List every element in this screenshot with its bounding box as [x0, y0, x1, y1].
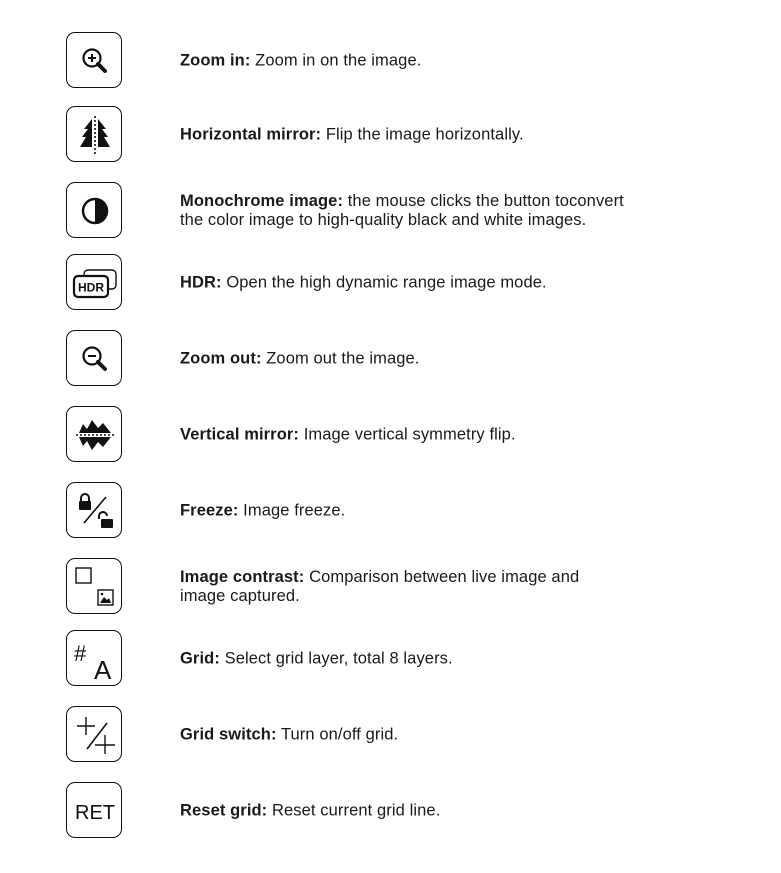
item-description — [180, 502, 720, 521]
item-description — [180, 350, 720, 369]
item-text-continued: the color image to high-quality black and white images. — [180, 211, 587, 229]
item-text: Turn on/off grid. — [280, 725, 399, 744]
item-text: Flip the image horizontally. — [325, 125, 524, 144]
item-term: Grid switch: — [180, 725, 277, 744]
image-contrast-icon — [67, 559, 123, 615]
item-text: Open the high dynamic range image mode. — [226, 273, 547, 292]
list-item — [66, 482, 746, 540]
grid-icon — [67, 631, 123, 687]
item-term: Grid: — [180, 649, 220, 668]
zoom-in-button[interactable] — [66, 32, 122, 88]
item-description — [180, 126, 720, 145]
item-description — [180, 52, 720, 71]
item-term: Reset grid: — [180, 801, 268, 820]
reset-grid-button[interactable] — [66, 782, 122, 838]
reset-grid-icon — [67, 783, 123, 839]
item-text: Zoom in on the image. — [255, 51, 422, 70]
item-description — [180, 650, 720, 669]
list-item — [66, 630, 746, 688]
item-text: Image freeze. — [243, 501, 346, 520]
zoom-out-icon — [67, 331, 123, 387]
item-description — [180, 726, 720, 745]
item-text: Reset current grid line. — [271, 801, 441, 820]
list-item — [66, 782, 746, 840]
vertical-mirror-button[interactable] — [66, 406, 122, 462]
list-item — [66, 706, 746, 764]
vertical-mirror-icon — [67, 407, 123, 463]
item-text: Image vertical symmetry flip. — [303, 425, 516, 444]
item-term: Monochrome image: — [180, 192, 344, 210]
item-term: HDR: — [180, 273, 222, 292]
item-description — [180, 568, 720, 606]
grid-switch-button[interactable] — [66, 706, 122, 762]
reset-grid-icon-label: RET — [75, 802, 115, 824]
item-term: Horizontal mirror: — [180, 125, 322, 144]
item-text: Select grid layer, total 8 layers. — [224, 649, 453, 668]
zoom-in-icon — [67, 33, 123, 89]
item-text-continued: image captured. — [180, 587, 300, 605]
item-text: the mouse clicks the button toconvert — [347, 192, 624, 210]
item-term: Zoom in: — [180, 51, 251, 70]
hdr-button[interactable] — [66, 254, 122, 310]
horizontal-mirror-button[interactable] — [66, 106, 122, 162]
horizontal-mirror-icon — [67, 107, 123, 163]
grid-switch-icon — [67, 707, 123, 763]
grid-icon-letter: A — [94, 655, 112, 685]
list-item — [66, 406, 746, 464]
item-description — [180, 192, 720, 230]
zoom-out-button[interactable] — [66, 330, 122, 386]
image-contrast-button[interactable] — [66, 558, 122, 614]
freeze-icon — [67, 483, 123, 539]
list-item — [66, 330, 746, 388]
item-description — [180, 802, 720, 821]
item-description — [180, 274, 720, 293]
item-term: Image contrast: — [180, 568, 305, 586]
list-item — [66, 254, 746, 312]
list-item — [66, 558, 746, 616]
list-item — [66, 32, 746, 90]
grid-icon-hash: # — [74, 641, 87, 666]
item-term: Freeze: — [180, 501, 239, 520]
item-text: Comparison between live image and — [309, 568, 580, 586]
list-item — [66, 106, 746, 164]
item-text: Zoom out the image. — [266, 349, 420, 368]
hdr-icon — [67, 255, 123, 311]
item-term: Zoom out: — [180, 349, 262, 368]
monochrome-icon — [67, 183, 123, 239]
freeze-button[interactable] — [66, 482, 122, 538]
item-term: Vertical mirror: — [180, 425, 299, 444]
item-description — [180, 426, 720, 445]
grid-button[interactable] — [66, 630, 122, 686]
list-item — [66, 182, 746, 240]
hdr-icon-label: HDR — [78, 280, 104, 295]
monochrome-button[interactable] — [66, 182, 122, 238]
